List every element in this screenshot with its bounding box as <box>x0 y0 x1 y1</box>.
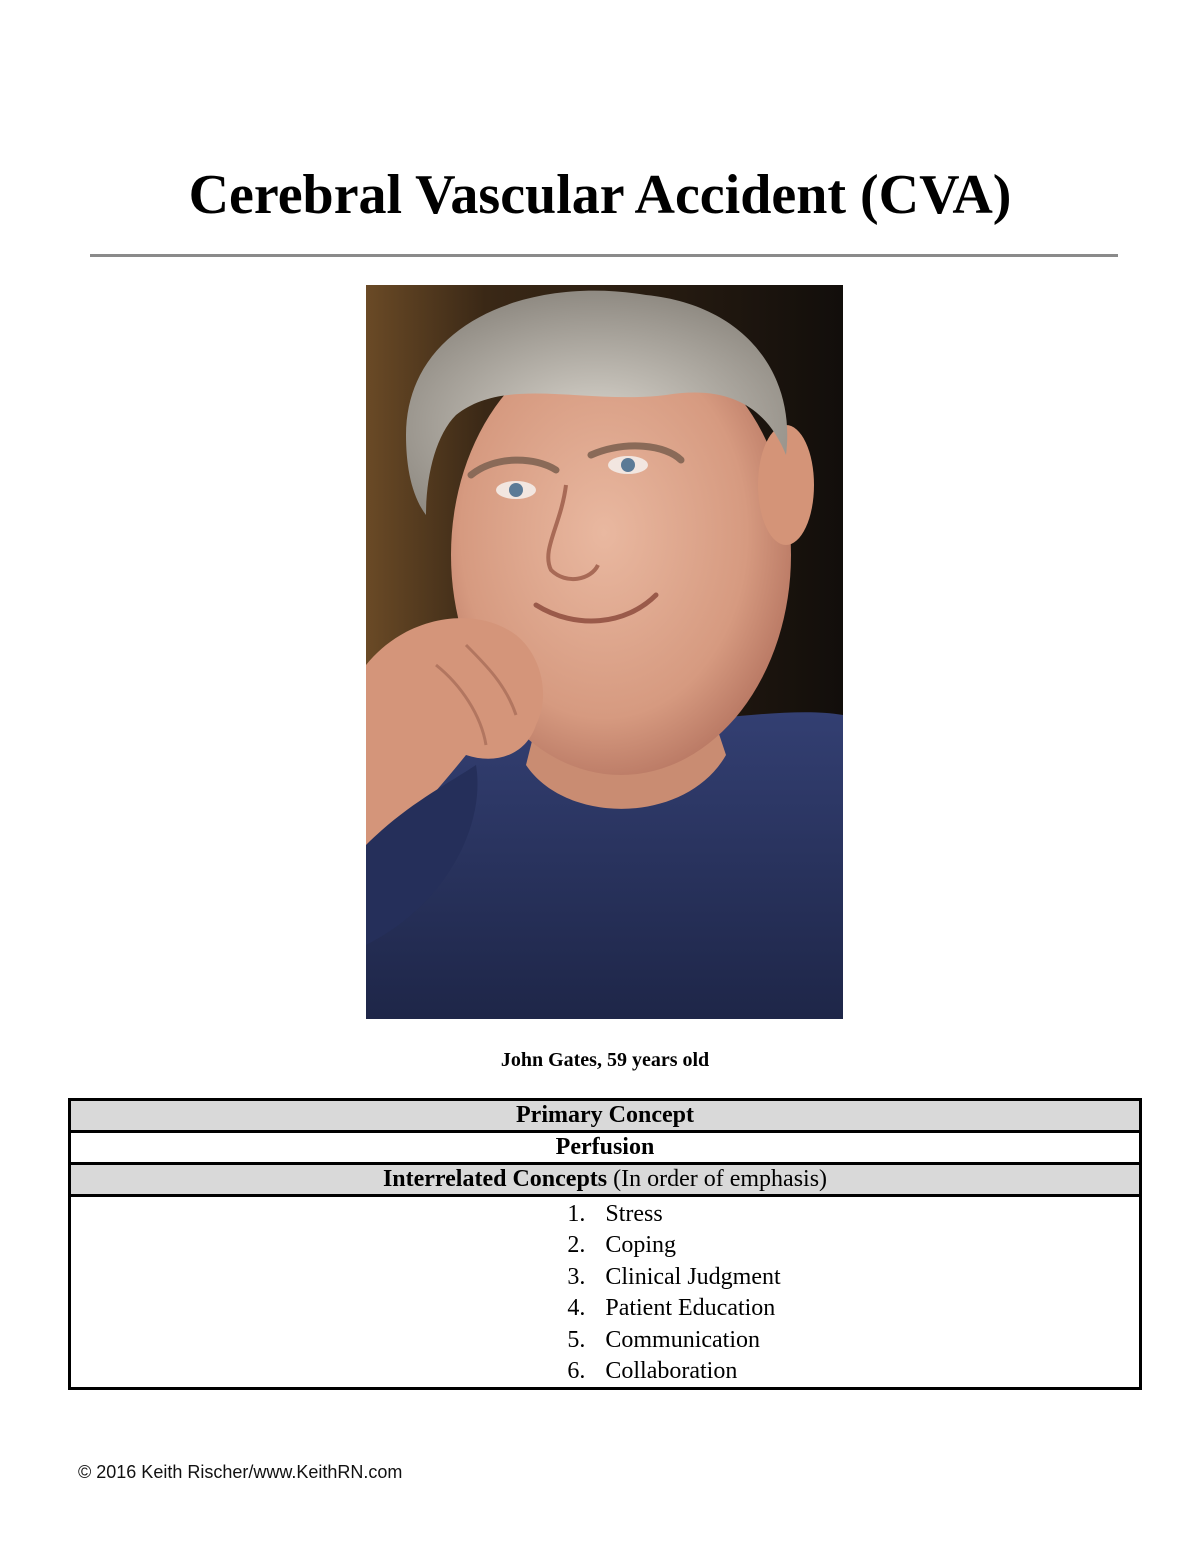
list-item-number: 3. <box>567 1263 586 1290</box>
primary-concept-value: Perfusion <box>70 1132 1141 1164</box>
interrelated-concepts-header <box>70 1164 1141 1196</box>
list-item-label: Stress <box>605 1201 663 1227</box>
list-item-label: Coping <box>605 1232 677 1259</box>
list-item-label: Patient Education <box>605 1295 776 1322</box>
interrelated-concepts-note: (In order of emphasis) <box>607 1166 828 1192</box>
primary-concept-row <box>70 1132 1141 1164</box>
primary-concept-header: Primary Concept <box>70 1100 1141 1132</box>
list-item-number: 2. <box>567 1232 586 1259</box>
list-item-number: 6. <box>567 1358 586 1385</box>
page-title: Cerebral Vascular Accident (CVA) <box>188 164 1012 226</box>
list-item <box>541 1199 780 1230</box>
list-item <box>541 1325 780 1356</box>
list-item-label: Collaboration <box>605 1358 738 1385</box>
list-item <box>541 1262 780 1293</box>
concept-table <box>68 1098 1142 1390</box>
list-item-number: 4. <box>567 1295 586 1322</box>
list-item-number: 5. <box>567 1326 586 1353</box>
interrelated-concepts-header-row <box>70 1164 1141 1196</box>
interrelated-concepts-list <box>541 1197 780 1387</box>
interrelated-concepts-list-row <box>70 1196 1141 1389</box>
list-item <box>541 1230 780 1261</box>
photo-caption: John Gates, 59 years old <box>500 1049 710 1071</box>
list-item <box>541 1293 780 1324</box>
primary-concept-header-row <box>70 1100 1141 1132</box>
interrelated-concepts-label: Interrelated Concepts <box>382 1166 608 1192</box>
list-item-number: 1. <box>567 1201 586 1227</box>
list-item <box>541 1356 780 1387</box>
list-item-label: Communication <box>605 1326 760 1353</box>
portrait-photo <box>366 285 843 1019</box>
list-item-label: Clinical Judgment <box>605 1263 781 1290</box>
title-divider <box>90 254 1118 257</box>
copyright-footer: © 2016 Keith Rischer/www.KeithRN.com <box>78 1462 403 1482</box>
interrelated-concepts-cell <box>70 1196 1141 1389</box>
